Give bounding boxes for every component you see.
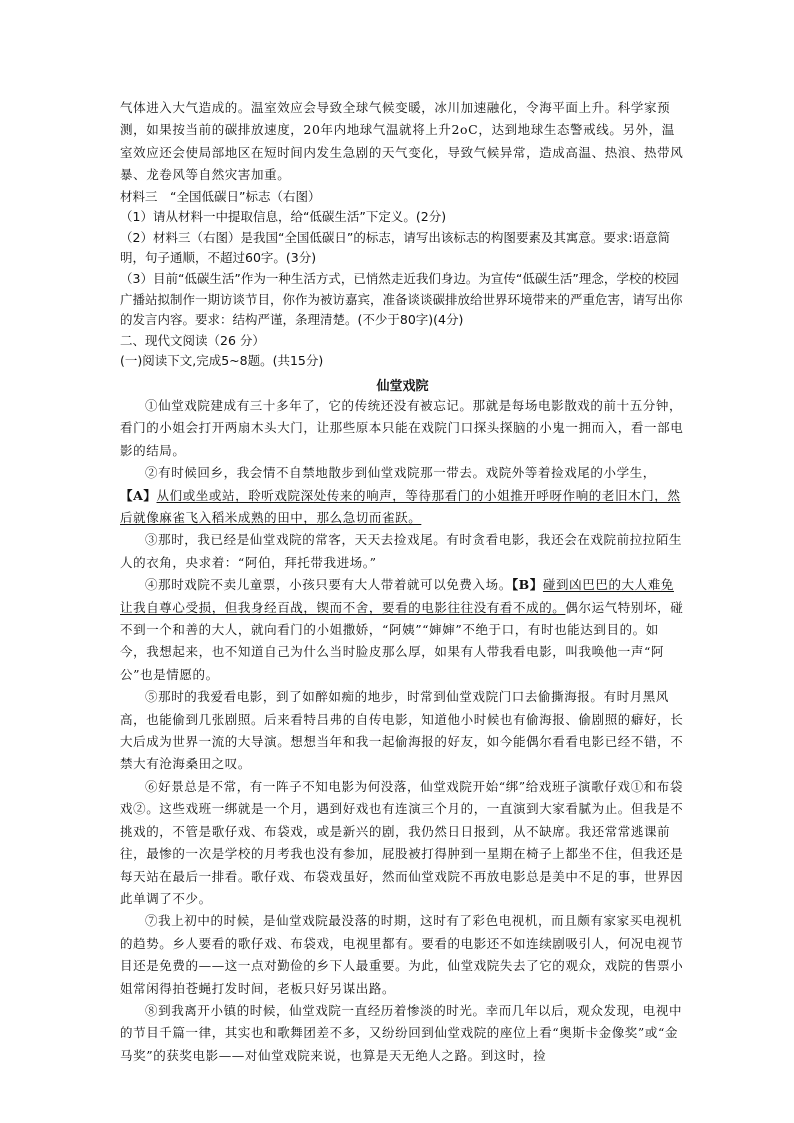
article-paragraph-6: ⑥好景总是不常，有一阵子不知电影为何没落，仙堂戏院开始“绑”给戏班子演歌仔戏①和布袋戏②。这些戏班一绑就是一个月，遇到好戏也有连演三个月的，一直演到大家看腻为止。但我是不挑戏的，不管是歌仔戏、布袋戏，或是新兴的剧，我仍然日日报到，从不缺席。我还常常逃课前往，最惨的一次是学校的月考我也没有参加，屁股被打得肿到一星期在椅子上都坐不住，但我还是每天站在最后一排看。歌仔戏、布袋戏虽好，然而仙堂戏院不再放电影总是美中不足的事，世界因此单调了不少。 — [120, 778, 684, 906]
material-three-label: 材料三 “全国低碳日”标志（右图） — [120, 188, 321, 204]
article-paragraph-7: ⑦我上初中的时候，是仙堂戏院最没落的时期，这时有了彩色电视机，而且颇有家家买电视机的趋势。乡人要看的歌仔戏、布袋戏，电视里都有。要看的电影还不如连续剧吸引人，何况电视节目还是免费的——这一点对勤俭的乡下人最重要。为此，仙堂戏院失去了它的观众，戏院的售票小姐常闲得拍苍蝇打发时间，老板只好另谋出路。 — [120, 913, 684, 996]
article-paragraph-5: ⑤那时的我爱看电影，到了如醉如痴的地步，时常到仙堂戏院门口去偷撕海报。有时月黑风高，也能偷到几张剧照。后来看特吕弗的自传电影，知道他小时候也有偷海报、偷剧照的癖好，长大后成为世界一流的大导演。想想当年和我一起偷海报的好友，如今能偶尔看看电影已经不错，不禁大有沧海桑田之叹。 — [120, 689, 684, 772]
question-1: （1）请从材料一中提取信息，给“低碳生活”下定义。(2分) — [120, 209, 447, 225]
article-paragraph-1: ①仙堂戏院建成有三十多年了，它的传统还没有被忘记。那就是每场电影散戏的前十五分钟，看门的小姐会打开两扇木头大门，让那些原本只能在戏院门口探头探脑的小鬼一拥而入，看一部电影的结局。 — [120, 397, 684, 458]
section-heading: 二、现代文阅读（26 分） — [120, 332, 265, 348]
article-paragraph-3: ③那时，我已经是仙堂戏院的常客，天天去捡戏尾。有时贪看电影，我还会在戏院前拉拉陌生人的衣角，央求着：“阿伯，拜托带我进场。” — [120, 532, 683, 570]
article-title: 仙堂戏院 — [376, 378, 429, 394]
underlined-sentence-a: 从们或坐或站，聆听戏院深处传来的响声，等待那看门的小姐推开呼呀作响的老旧木门，然后就像麻雀飞入稻米成熟的田中，那么急切而雀跃。 — [120, 487, 681, 525]
paragraph-4-text: ④那时戏院不卖儿童票，小孩只要有大人带着就可以免费入场。 — [145, 577, 512, 593]
question-2: （2）材料三（右图）是我国“全国低碳日”的标志，请写出该标志的构图要素及其寓意。要求:语意简明，句子通顺，不超过60字。(3分) — [120, 229, 671, 266]
marker-b: 【B】 — [511, 577, 543, 593]
document-page — [120, 97, 685, 1067]
marker-a: 【A】 — [120, 487, 157, 503]
underlined-sentence-b: 碰到凶巴巴的大人难免让我自尊心受损，但我身经百战，锲而不舍，要看的电影往往没有看不成的。 — [120, 577, 674, 615]
intro-paragraph: 气体进入大气造成的。温室效应会导致全球气候变暖，冰川加速融化，令海平面上升。科学家预测，如果按当前的碳排放速度，20年内地球气温就将上升2oC，达到地球生态警戒线。另外，温室效应还会使局部地区在短时间内发生急剧的天气变化，导致气候异常，造成高温、热浪、热带风暴、龙卷风等自然灾害加重。 — [120, 100, 684, 183]
question-3: （3）目前“低碳生活”作为一种生活方式，已悄然走近我们身边。为宣传“低碳生活”理念，学校的校园广播站拟制作一期访谈节目，你作为被访嘉宾，准备谈谈碳排放给世界环境带来的严重危害，请写出你的发言内容。要求：结构严谨，条理清楚。(不少于80字)(4分) — [120, 271, 683, 328]
paragraph-2-text: ②有时候回乡，我会情不自禁地散步到仙堂戏院那一带去。戏院外等着捡戏尾的小学生， — [145, 465, 656, 481]
article-paragraph-4 — [120, 574, 685, 686]
article-paragraph-8: ⑧到我离开小镇的时候，仙堂戏院一直经历着惨淡的时光。幸而几年以后，观众发现，电视中的节目千篇一律，其实也和歌舞团差不多，又纷纷回到仙堂戏院的座位上看“奥斯卡金像奖”或“金马奖”的获奖电影——对仙堂戏院来说，也算是天无绝人之路。到这时，捡 — [120, 1002, 683, 1063]
article-paragraph-2 — [120, 462, 685, 529]
paragraph-4-end: 偶尔运气特别坏，碰不到一个和善的大人，就向看门的小姐撒娇，“阿姨”“婶婶”不绝于口，有时也能达到目的。如今，我想起来，也不知道自己为什么当时脸皮那么厚，如果有人带我看电影，叫我唤他一声“阿公”也是情愿的。 — [120, 599, 684, 682]
section-subheading: (一)阅读下文,完成5~8题。(共15分) — [120, 353, 324, 369]
